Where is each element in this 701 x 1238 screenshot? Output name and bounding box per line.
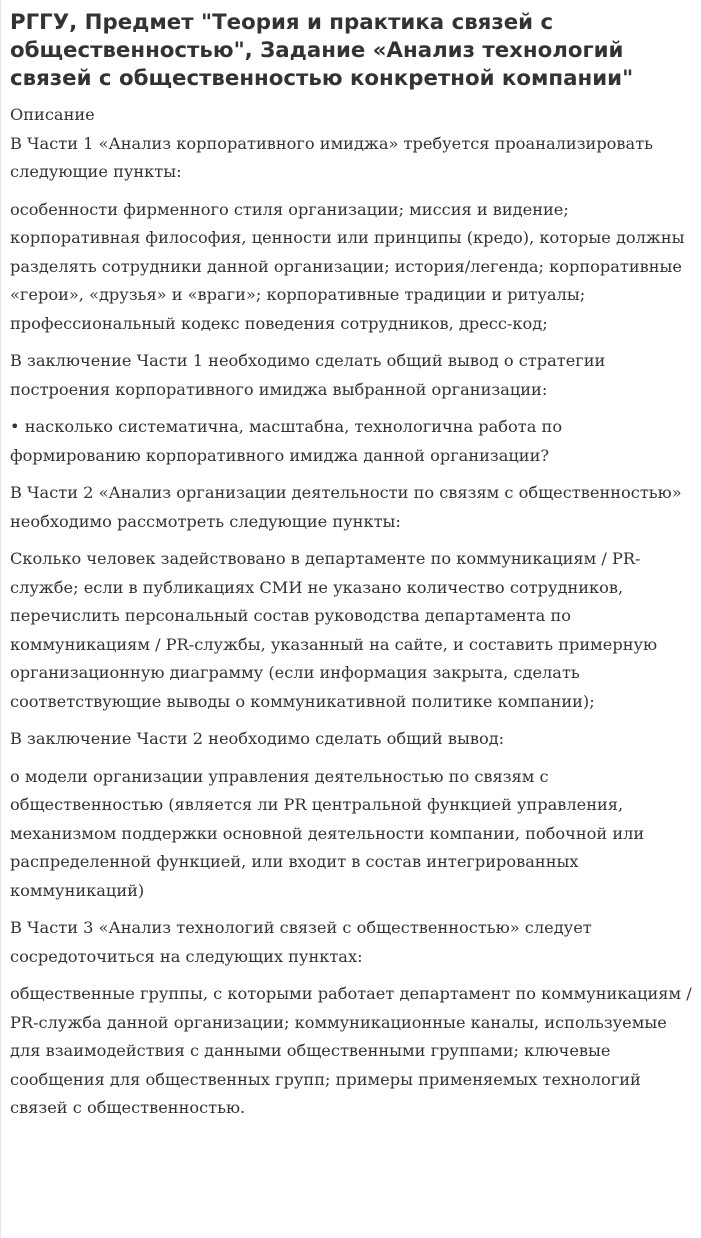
paragraph-part1-question: • насколько систематична, масштабна, технологична работа по формированию корпоративного имиджа данной организации?: [10, 417, 563, 465]
paragraph-part3-items: общественные группы, с которыми работает департамент по коммуникациям / PR-служба данной организации; коммуникационные каналы, используемые для взаимодействия с данными общественными группами; ключевые сообщения для общественных групп; примеры применяемых технологий связей с общественностью.: [10, 984, 692, 1117]
paragraph-part2-conclusion: В заключение Части 2 необходимо сделать общий вывод:: [10, 729, 505, 748]
paragraph-part2-items: Сколько человек задействовано в департаменте по коммуникациям / PR-службе; если в публикациях СМИ не указано количество сотрудников, перечислить персональный состав руководства департамента по коммуникациям / PR-службы, указанный на сайте, и составить примерную организационную диаграмму (если информация закрыта, сделать соответствующие выводы о коммуникативной политике компании);: [10, 549, 658, 711]
paragraph-part1-conclusion: В заключение Части 1 необходимо сделать общий вывод о стратегии построения корпоративного имиджа выбранной организации:: [10, 351, 606, 399]
description-label: Описание: [10, 105, 95, 124]
paragraph-part1-items: особенности фирменного стиля организации; миссия и видение; корпоративная философия, ценности или принципы (кредо), которые должны разделять сотрудники данной организации; история/легенда; корпоративные «герои», «друзья» и «враги»; корпоративные традиции и ритуалы; профессиональный кодекс поведения сотрудников, дресс-код;: [10, 199, 685, 333]
paragraph-part3-intro: В Части 3 «Анализ технологий связей с общественностью» следует сосредоточиться на следующих пунктах:: [10, 918, 592, 966]
page-title: РГГУ, Предмет "Теория и практика связей с общественностью", Задание «Анализ технологий связей с общественностью конкретной компании": [10, 10, 634, 91]
paragraph-part2-model: о модели организации управления деятельностью по связям с общественностью (является ли PR центральной функцией управления, механизмом поддержки основной деятельности компании, побочной или распределенной функцией, или входит в состав интегрированных коммуникаций): [10, 766, 645, 900]
paragraph-part2-intro: В Части 2 «Анализ организации деятельности по связям с общественностью» необходимо рассмотреть следующие пункты:: [10, 483, 682, 531]
paragraph-part1-intro: В Части 1 «Анализ корпоративного имиджа» требуется проанализировать следующие пункты:: [10, 133, 653, 181]
